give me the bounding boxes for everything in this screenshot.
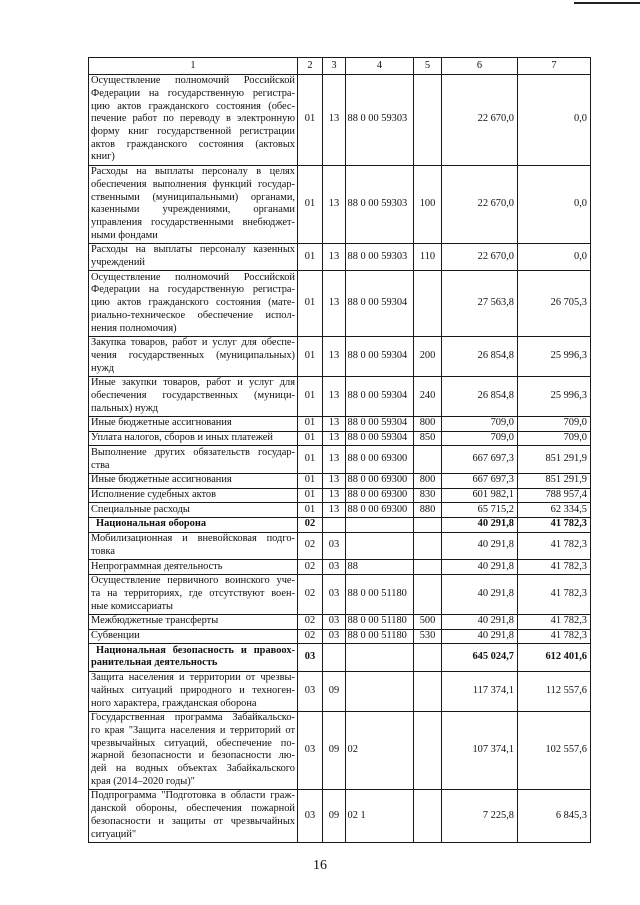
amount-cell-6: 26 854,8 xyxy=(442,336,518,376)
row-description xyxy=(89,532,298,559)
section-code-cell: 01 xyxy=(298,74,323,165)
subsection-code-cell: 13 xyxy=(323,503,346,518)
amount-cell-7: 612 401,6 xyxy=(518,644,591,671)
expense-type-cell xyxy=(414,574,442,614)
description-line: товка xyxy=(91,545,116,557)
description-line: Осуществление полномочий Российской xyxy=(91,75,295,87)
row-description xyxy=(89,614,298,629)
amount-cell-6: 22 670,0 xyxy=(442,165,518,243)
expense-type-cell xyxy=(414,560,442,575)
table-row xyxy=(89,614,591,629)
expense-type-cell xyxy=(414,446,442,473)
description-line: чайных ситуаций природного и техноген- xyxy=(91,684,295,696)
target-article-cell: 88 0 00 51180 xyxy=(346,614,414,629)
description-line: чения государственных (муниципальных) xyxy=(91,349,295,361)
amount-cell-6: 667 697,3 xyxy=(442,473,518,488)
section-code-cell: 01 xyxy=(298,503,323,518)
description-line: Расходы на выплаты персоналу в целях xyxy=(91,166,295,178)
description-line: ного характера, гражданская оборона xyxy=(91,697,257,709)
table-body xyxy=(89,74,591,842)
page-number: 16 xyxy=(313,858,327,873)
section-code-cell: 02 xyxy=(298,574,323,614)
expense-type-cell xyxy=(414,711,442,789)
description-line: Федерации на государственную регистра- xyxy=(91,87,295,99)
description-line: ными фондами xyxy=(91,229,158,241)
target-article-cell: 88 0 00 59304 xyxy=(346,431,414,446)
section-row xyxy=(89,644,591,671)
description-line: Иные бюджетные ассигнования xyxy=(91,474,232,486)
row-description xyxy=(89,560,298,575)
expense-type-cell: 110 xyxy=(414,243,442,270)
amount-cell-6: 22 670,0 xyxy=(442,243,518,270)
description-line: края (2014–2020 годы)" xyxy=(91,775,195,787)
amount-cell-7: 41 782,3 xyxy=(518,560,591,575)
amount-cell-6: 40 291,8 xyxy=(442,629,518,644)
amount-cell-7: 709,0 xyxy=(518,431,591,446)
row-description xyxy=(89,503,298,518)
column-number-header: 6 xyxy=(442,58,518,75)
amount-cell-7: 0,0 xyxy=(518,165,591,243)
amount-cell-6: 40 291,8 xyxy=(442,614,518,629)
target-article-cell: 88 0 00 69300 xyxy=(346,446,414,473)
description-line: Уплата налогов, сборов и иных платежей xyxy=(91,432,273,444)
target-article-cell: 88 0 00 59304 xyxy=(346,336,414,376)
amount-cell-7: 41 782,3 xyxy=(518,574,591,614)
expense-type-cell xyxy=(414,789,442,842)
section-code-cell: 01 xyxy=(298,488,323,503)
description-line: ные комиссариаты xyxy=(91,600,173,612)
target-article-cell: 88 0 00 59303 xyxy=(346,74,414,165)
section-code-cell: 01 xyxy=(298,416,323,431)
subsection-code-cell: 13 xyxy=(323,416,346,431)
description-line: безопасности и защиты от чрезвычайных xyxy=(91,815,295,827)
section-code-cell: 01 xyxy=(298,376,323,416)
subsection-code-cell: 03 xyxy=(323,614,346,629)
description-line: нения полномочия) xyxy=(91,322,177,334)
target-article-cell: 88 0 00 59304 xyxy=(346,416,414,431)
row-description xyxy=(89,488,298,503)
column-number-header: 3 xyxy=(323,58,346,75)
table-row xyxy=(89,431,591,446)
table-row xyxy=(89,416,591,431)
description-line: Защита населения и территории от чрезвы- xyxy=(91,672,295,684)
amount-cell-7: 788 957,4 xyxy=(518,488,591,503)
subsection-code-cell: 03 xyxy=(323,560,346,575)
row-description xyxy=(89,644,298,671)
description-line: цию актов гражданского состояния (обес- xyxy=(91,100,295,112)
row-description xyxy=(89,517,298,532)
expense-type-cell: 800 xyxy=(414,473,442,488)
description-line: форму книг государственной регистрации xyxy=(91,126,295,138)
table-row xyxy=(89,532,591,559)
target-article-cell xyxy=(346,671,414,711)
section-code-cell: 01 xyxy=(298,243,323,270)
expense-type-cell: 200 xyxy=(414,336,442,376)
section-code-cell: 01 xyxy=(298,431,323,446)
expense-type-cell: 830 xyxy=(414,488,442,503)
amount-cell-7: 6 845,3 xyxy=(518,789,591,842)
description-line: Межбюджетные трансферты xyxy=(91,615,219,627)
row-description xyxy=(89,165,298,243)
subsection-code-cell: 09 xyxy=(323,671,346,711)
expense-type-cell xyxy=(414,271,442,337)
description-line: ранительная деятельность xyxy=(91,657,218,669)
description-line: Осуществление первичного воинского уче- xyxy=(91,575,295,587)
description-line: Непрограммная деятельность xyxy=(91,560,223,572)
amount-cell-6: 709,0 xyxy=(442,416,518,431)
description-line: ситуаций" xyxy=(91,828,137,840)
description-line: актов гражданского состояния (актовых xyxy=(91,138,295,150)
description-line: Иные закупки товаров, работ и услуг для xyxy=(91,377,295,389)
row-description xyxy=(89,431,298,446)
column-number-header: 4 xyxy=(346,58,414,75)
description-line: Специальные расходы xyxy=(91,503,190,515)
amount-cell-7: 0,0 xyxy=(518,74,591,165)
table-row xyxy=(89,74,591,165)
table-row xyxy=(89,165,591,243)
description-line: Закупка товаров, работ и услуг для обеспе- xyxy=(91,337,295,349)
row-description xyxy=(89,473,298,488)
description-line: ственными (муниципальными) органами, xyxy=(91,191,295,203)
description-line: жарной безопасности и безопасности лю- xyxy=(91,750,295,762)
subsection-code-cell: 13 xyxy=(323,473,346,488)
description-line: данской обороны, обеспечения пожарной xyxy=(91,803,295,815)
amount-cell-7: 25 996,3 xyxy=(518,336,591,376)
amount-cell-6: 667 697,3 xyxy=(442,446,518,473)
target-article-cell: 88 0 00 59303 xyxy=(346,243,414,270)
target-article-cell: 88 0 00 59304 xyxy=(346,376,414,416)
section-code-cell: 03 xyxy=(298,711,323,789)
expense-type-cell: 240 xyxy=(414,376,442,416)
expense-type-cell xyxy=(414,671,442,711)
row-description xyxy=(89,789,298,842)
subsection-code-cell: 13 xyxy=(323,431,346,446)
section-code-cell: 03 xyxy=(298,644,323,671)
amount-cell-6: 7 225,8 xyxy=(442,789,518,842)
description-line: пальных) нужд xyxy=(91,402,159,414)
budget-table xyxy=(88,57,591,843)
table-row xyxy=(89,488,591,503)
section-code-cell: 03 xyxy=(298,671,323,711)
description-line: Федерации на государственную регистра- xyxy=(91,284,295,296)
table-row xyxy=(89,574,591,614)
subsection-code-cell: 13 xyxy=(323,376,346,416)
expense-type-cell xyxy=(414,532,442,559)
target-article-cell: 02 xyxy=(346,711,414,789)
target-article-cell: 02 1 xyxy=(346,789,414,842)
target-article-cell: 88 0 00 51180 xyxy=(346,574,414,614)
description-line: обеспечения выполнения функций государ- xyxy=(91,178,295,190)
row-description xyxy=(89,376,298,416)
subsection-code-cell: 13 xyxy=(323,336,346,376)
row-description xyxy=(89,271,298,337)
table-header-row xyxy=(89,58,591,75)
section-code-cell: 03 xyxy=(298,789,323,842)
amount-cell-6: 27 563,8 xyxy=(442,271,518,337)
description-line: Подпрограмма "Подготовка в области граж- xyxy=(91,790,295,802)
amount-cell-6: 40 291,8 xyxy=(442,532,518,559)
expense-type-cell: 100 xyxy=(414,165,442,243)
table-row xyxy=(89,789,591,842)
table-row xyxy=(89,271,591,337)
table-row xyxy=(89,560,591,575)
amount-cell-6: 40 291,8 xyxy=(442,517,518,532)
description-line: Осуществление полномочий Российской xyxy=(91,271,295,283)
expense-type-cell xyxy=(414,74,442,165)
target-article-cell: 88 0 00 69300 xyxy=(346,473,414,488)
description-line: цию актов гражданского состояния (мате- xyxy=(91,297,295,309)
expense-type-cell xyxy=(414,644,442,671)
description-line: Выполнение других обязательств государ- xyxy=(91,446,295,458)
row-description xyxy=(89,711,298,789)
description-line: Субвенции xyxy=(91,630,140,642)
expense-type-cell: 850 xyxy=(414,431,442,446)
description-line: Национальная безопасность и правоох- xyxy=(96,644,295,656)
table-row xyxy=(89,243,591,270)
table-row xyxy=(89,336,591,376)
amount-cell-7: 0,0 xyxy=(518,243,591,270)
table-row xyxy=(89,503,591,518)
target-article-cell xyxy=(346,644,414,671)
description-line: обеспечения государственных (муници- xyxy=(91,390,295,402)
scan-edge-mark xyxy=(574,2,640,4)
table-row xyxy=(89,473,591,488)
row-description xyxy=(89,336,298,376)
target-article-cell: 88 0 00 59304 xyxy=(346,271,414,337)
amount-cell-7: 41 782,3 xyxy=(518,614,591,629)
subsection-code-cell: 13 xyxy=(323,271,346,337)
amount-cell-7: 41 782,3 xyxy=(518,629,591,644)
description-line: Мобилизационная и вневойсковая подго- xyxy=(91,533,295,545)
table-row xyxy=(89,711,591,789)
amount-cell-6: 645 024,7 xyxy=(442,644,518,671)
description-line: управления государственными внебюджет- xyxy=(91,216,295,228)
table-row xyxy=(89,376,591,416)
column-number-header: 7 xyxy=(518,58,591,75)
subsection-code-cell xyxy=(323,644,346,671)
description-line: го края "Защита населения и территорий от xyxy=(91,724,295,736)
description-line: риально-техническое обеспечение испол- xyxy=(91,309,295,321)
expense-type-cell: 880 xyxy=(414,503,442,518)
subsection-code-cell: 13 xyxy=(323,446,346,473)
row-description xyxy=(89,671,298,711)
amount-cell-6: 709,0 xyxy=(442,431,518,446)
description-line: дей на водных объектах Забайкальского xyxy=(91,763,295,775)
table-row xyxy=(89,629,591,644)
amount-cell-7: 26 705,3 xyxy=(518,271,591,337)
description-line: ства xyxy=(91,459,110,471)
expense-type-cell: 500 xyxy=(414,614,442,629)
table-row xyxy=(89,446,591,473)
description-line: учреждений xyxy=(91,257,145,269)
section-code-cell: 02 xyxy=(298,517,323,532)
amount-cell-7: 41 782,3 xyxy=(518,517,591,532)
row-description xyxy=(89,629,298,644)
description-line: та на территориях, где отсутствуют воен- xyxy=(91,587,295,599)
target-article-cell: 88 0 00 51180 xyxy=(346,629,414,644)
expense-type-cell: 800 xyxy=(414,416,442,431)
description-line: казенными учреждениями, органами xyxy=(91,204,295,216)
section-code-cell: 01 xyxy=(298,271,323,337)
amount-cell-6: 40 291,8 xyxy=(442,560,518,575)
expense-type-cell xyxy=(414,517,442,532)
amount-cell-7: 102 557,6 xyxy=(518,711,591,789)
amount-cell-7: 112 557,6 xyxy=(518,671,591,711)
amount-cell-6: 40 291,8 xyxy=(442,574,518,614)
section-code-cell: 02 xyxy=(298,532,323,559)
amount-cell-6: 26 854,8 xyxy=(442,376,518,416)
subsection-code-cell: 13 xyxy=(323,243,346,270)
amount-cell-7: 41 782,3 xyxy=(518,532,591,559)
row-description xyxy=(89,243,298,270)
section-code-cell: 01 xyxy=(298,446,323,473)
description-line: Исполнение судебных актов xyxy=(91,489,216,500)
subsection-code-cell: 13 xyxy=(323,74,346,165)
section-code-cell: 01 xyxy=(298,473,323,488)
description-line: печение работ по переводу в электронную xyxy=(91,113,295,125)
subsection-code-cell: 09 xyxy=(323,711,346,789)
amount-cell-7: 709,0 xyxy=(518,416,591,431)
section-code-cell: 01 xyxy=(298,165,323,243)
expense-type-cell: 530 xyxy=(414,629,442,644)
column-number-header: 1 xyxy=(89,58,298,75)
description-line: книг) xyxy=(91,151,115,163)
amount-cell-7: 851 291,9 xyxy=(518,446,591,473)
description-line: Национальная оборона xyxy=(96,518,207,530)
subsection-code-cell: 03 xyxy=(323,629,346,644)
amount-cell-6: 117 374,1 xyxy=(442,671,518,711)
section-code-cell: 02 xyxy=(298,614,323,629)
row-description xyxy=(89,446,298,473)
target-article-cell: 88 0 00 59303 xyxy=(346,165,414,243)
target-article-cell: 88 0 00 69300 xyxy=(346,488,414,503)
amount-cell-6: 65 715,2 xyxy=(442,503,518,518)
column-number-header: 2 xyxy=(298,58,323,75)
amount-cell-7: 62 334,5 xyxy=(518,503,591,518)
amount-cell-6: 107 374,1 xyxy=(442,711,518,789)
section-code-cell: 02 xyxy=(298,560,323,575)
table-row xyxy=(89,671,591,711)
subsection-code-cell: 03 xyxy=(323,574,346,614)
row-description xyxy=(89,416,298,431)
section-code-cell: 02 xyxy=(298,629,323,644)
target-article-cell xyxy=(346,517,414,532)
column-number-header: 5 xyxy=(414,58,442,75)
description-line: чрезвычайных ситуаций, обеспечение по- xyxy=(91,737,295,749)
amount-cell-6: 22 670,0 xyxy=(442,74,518,165)
subsection-code-cell xyxy=(323,517,346,532)
amount-cell-6: 601 982,1 xyxy=(442,488,518,503)
row-description xyxy=(89,574,298,614)
row-description xyxy=(89,74,298,165)
subsection-code-cell: 09 xyxy=(323,789,346,842)
target-article-cell: 88 0 00 69300 xyxy=(346,503,414,518)
subsection-code-cell: 13 xyxy=(323,165,346,243)
target-article-cell: 88 xyxy=(346,560,414,575)
target-article-cell xyxy=(346,532,414,559)
description-line: нужд xyxy=(91,362,115,374)
amount-cell-7: 851 291,9 xyxy=(518,473,591,488)
description-line: Иные бюджетные ассигнования xyxy=(91,417,232,429)
description-line: Государственная программа Забайкальско- xyxy=(91,712,295,724)
amount-cell-7: 25 996,3 xyxy=(518,376,591,416)
subsection-code-cell: 13 xyxy=(323,488,346,503)
subsection-code-cell: 03 xyxy=(323,532,346,559)
section-row xyxy=(89,517,591,532)
description-line: Расходы на выплаты персоналу казенных xyxy=(91,244,295,256)
section-code-cell: 01 xyxy=(298,336,323,376)
